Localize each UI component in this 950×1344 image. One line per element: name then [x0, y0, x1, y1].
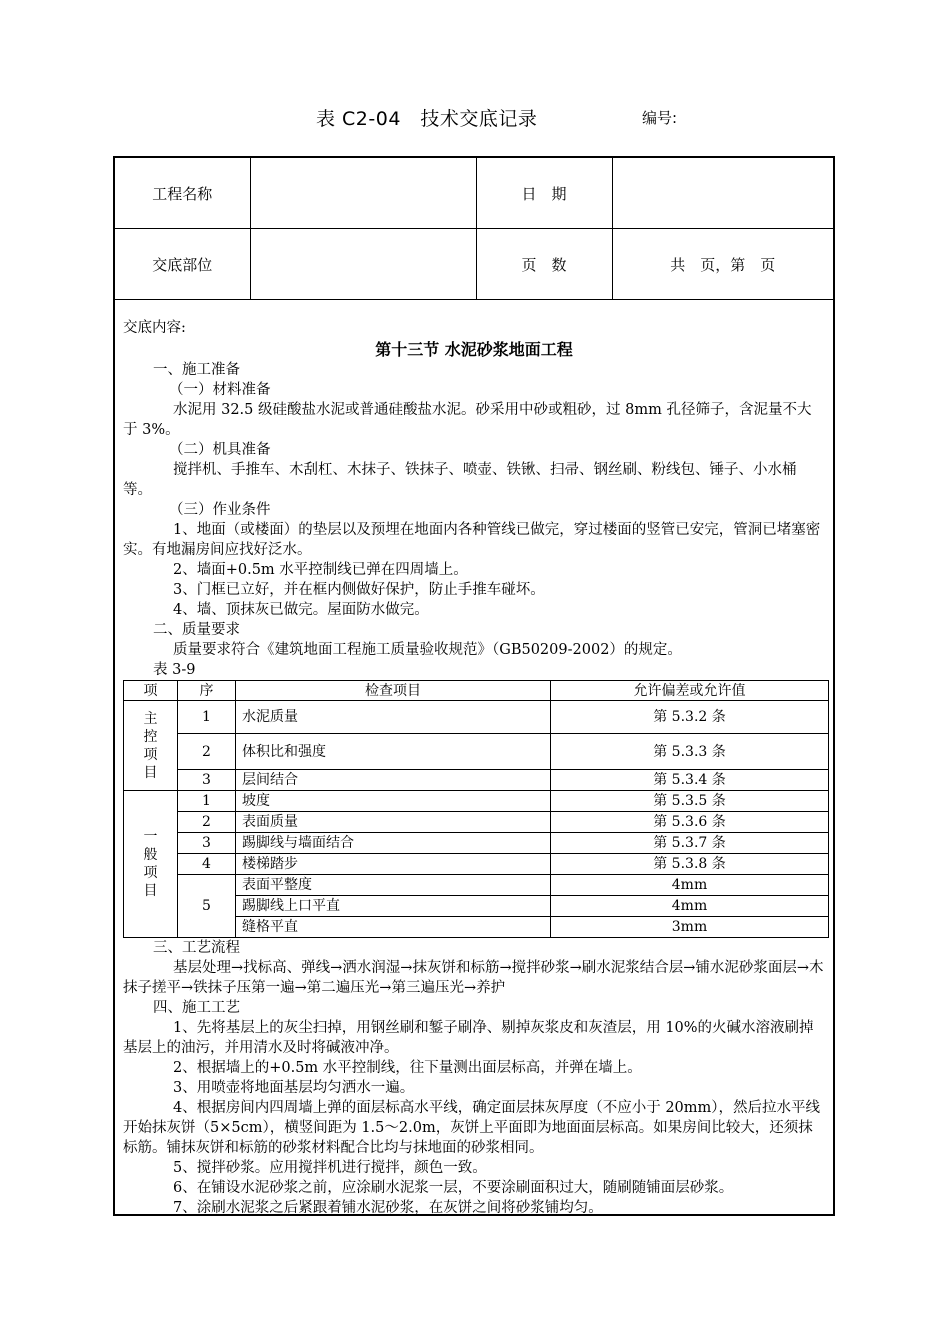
allowed-value: 4mm	[551, 896, 829, 917]
record-frame	[113, 156, 835, 1216]
section-title: 第十三节 水泥砂浆地面工程	[375, 340, 573, 359]
allowed-value: 4mm	[551, 875, 829, 896]
row-number: 2	[178, 812, 236, 833]
project-name-value	[250, 158, 476, 229]
check-item: 踢脚线上口平直	[236, 896, 551, 917]
document-title: 表 C2-04 技术交底记录	[316, 108, 538, 130]
table-row	[124, 875, 829, 896]
row-number: 3	[178, 833, 236, 854]
part-value	[250, 229, 476, 300]
table-header-cell: 项	[124, 681, 178, 701]
table-header-cell: 允许偏差或允许值	[551, 681, 829, 701]
paragraph-process-flow: 基层处理→找标高、弹线→洒水润湿→抹灰饼和标筋→搅拌砂浆→刷水泥浆结合层→铺水泥砂浆面层→木抹子搓平→铁抹子压第一遍→第二遍压光→第三遍压光→养护	[123, 960, 824, 996]
table-row	[124, 854, 829, 875]
content-area	[115, 300, 833, 1218]
check-item: 楼梯踏步	[236, 854, 551, 875]
heading-preparation: 一、施工准备	[153, 362, 240, 378]
allowed-value: 3mm	[551, 917, 829, 938]
heading-process-flow: 三、工艺流程	[153, 940, 240, 956]
table-header-cell: 序	[178, 681, 236, 701]
subheading-tools: （二）机具准备	[169, 442, 271, 458]
table-row	[124, 812, 829, 833]
main-control-group-label: 主 控 项 目	[124, 701, 178, 791]
condition-item: 1、地面（或楼面）的垫层以及预埋在地面内各种管线已做完，穿过楼面的竖管已安完，管洞已堵塞密实。有地漏房间应找好泛水。	[123, 522, 821, 558]
condition-item: 2、墙面+0.5m 水平控制线已弹在四周墙上。	[173, 562, 468, 578]
table-row	[124, 791, 829, 812]
heading-construction: 四、施工工艺	[153, 1000, 240, 1016]
construction-step: 5、搅拌砂浆。应用搅拌机进行搅拌，颜色一致。	[173, 1160, 487, 1176]
header-table	[115, 158, 833, 300]
construction-step: 1、先将基层上的灰尘扫掉，用钢丝刷和錾子刷净、剔掉灰浆皮和灰渣层，用 10%的火碱水溶液刷掉基层上的油污，并用清水及时将碱液冲净。	[123, 1020, 814, 1056]
construction-step: 2、根据墙上的+0.5m 水平控制线，往下量测出面层标高，并弹在墙上。	[173, 1060, 642, 1076]
table-header-cell: 检查项目	[236, 681, 551, 701]
date-label: 日 期	[476, 158, 612, 229]
paragraph-quality: 质量要求符合《建筑地面工程施工质量验收规范》（GB50209-2002）的规定。	[173, 642, 682, 658]
check-item: 表面质量	[236, 812, 551, 833]
check-item: 表面平整度	[236, 875, 551, 896]
row-number: 3	[178, 770, 236, 791]
condition-item: 3、门框已立好，并在框内侧做好保护，防止手推车碰坏。	[173, 582, 545, 598]
general-group-label: 一 般 项 目	[124, 791, 178, 938]
check-item: 踢脚线与墙面结合	[236, 833, 551, 854]
row-number: 5	[178, 875, 236, 938]
row-number: 1	[178, 791, 236, 812]
allowed-value: 第 5.3.4 条	[551, 770, 829, 791]
table-row	[124, 833, 829, 854]
allowed-value: 第 5.3.8 条	[551, 854, 829, 875]
allowed-value: 第 5.3.7 条	[551, 833, 829, 854]
condition-item: 4、墙、顶抹灰已做完。屋面防水做完。	[173, 602, 429, 618]
paragraph-tools: 搅拌机、手推车、木刮杠、木抹子、铁抹子、喷壶、铁锹、扫帚、钢丝刷、粉线包、锤子、小水桶等。	[123, 462, 797, 498]
subheading-conditions: （三）作业条件	[169, 502, 271, 518]
allowed-value: 第 5.3.2 条	[551, 701, 829, 734]
row-number: 2	[178, 734, 236, 770]
construction-step: 7、涂刷水泥浆之后紧跟着铺水泥砂浆，在灰饼之间将砂浆铺均匀。	[173, 1200, 603, 1216]
heading-quality: 二、质量要求	[153, 622, 240, 638]
date-value	[612, 158, 833, 229]
content-label: 交底内容:	[123, 320, 186, 336]
table-caption: 表 3-9	[153, 662, 196, 678]
row-number: 4	[178, 854, 236, 875]
pages-label: 页 数	[476, 229, 612, 300]
construction-step: 4、根据房间内四周墙上弹的面层标高水平线，确定面层抹灰厚度（不应小于 20mm），然后拉水平线开始抹灰饼（5×5cm），横竖间距为 1.5～2.0m，灰饼上平面即为地面面层标高。如果房间比较大，还须抹标筋。铺抹灰饼和标筋的砂浆材料配合比均与抹地面的砂浆相同。	[123, 1100, 821, 1156]
paragraph-materials: 水泥用 32.5 级硅酸盐水泥或普通硅酸盐水泥。砂采用中砂或粗砂，过 8mm 孔径筛子，含泥量不大于 3%。	[123, 402, 812, 438]
allowed-value: 第 5.3.6 条	[551, 812, 829, 833]
title-row	[0, 104, 950, 134]
allowed-value: 第 5.3.5 条	[551, 791, 829, 812]
check-item: 缝格平直	[236, 917, 551, 938]
construction-step: 3、用喷壶将地面基层均匀洒水一遍。	[173, 1080, 415, 1096]
table-row	[124, 770, 829, 791]
subheading-materials: （一）材料准备	[169, 382, 271, 398]
construction-step: 6、在铺设水泥砂浆之前，应涂刷水泥浆一层，不要涂刷面积过大，随刷随铺面层砂浆。	[173, 1180, 734, 1196]
check-item: 坡度	[236, 791, 551, 812]
pages-value: 共 页，第 页	[612, 229, 833, 300]
inspection-table	[123, 680, 829, 938]
document-number-label: 编号:	[642, 109, 678, 127]
row-number: 1	[178, 701, 236, 734]
table-row	[124, 734, 829, 770]
check-item: 体积比和强度	[236, 734, 551, 770]
part-label: 交底部位	[115, 229, 250, 300]
check-item: 水泥质量	[236, 701, 551, 734]
table-row	[124, 701, 829, 734]
project-name-label: 工程名称	[115, 158, 250, 229]
check-item: 层间结合	[236, 770, 551, 791]
allowed-value: 第 5.3.3 条	[551, 734, 829, 770]
